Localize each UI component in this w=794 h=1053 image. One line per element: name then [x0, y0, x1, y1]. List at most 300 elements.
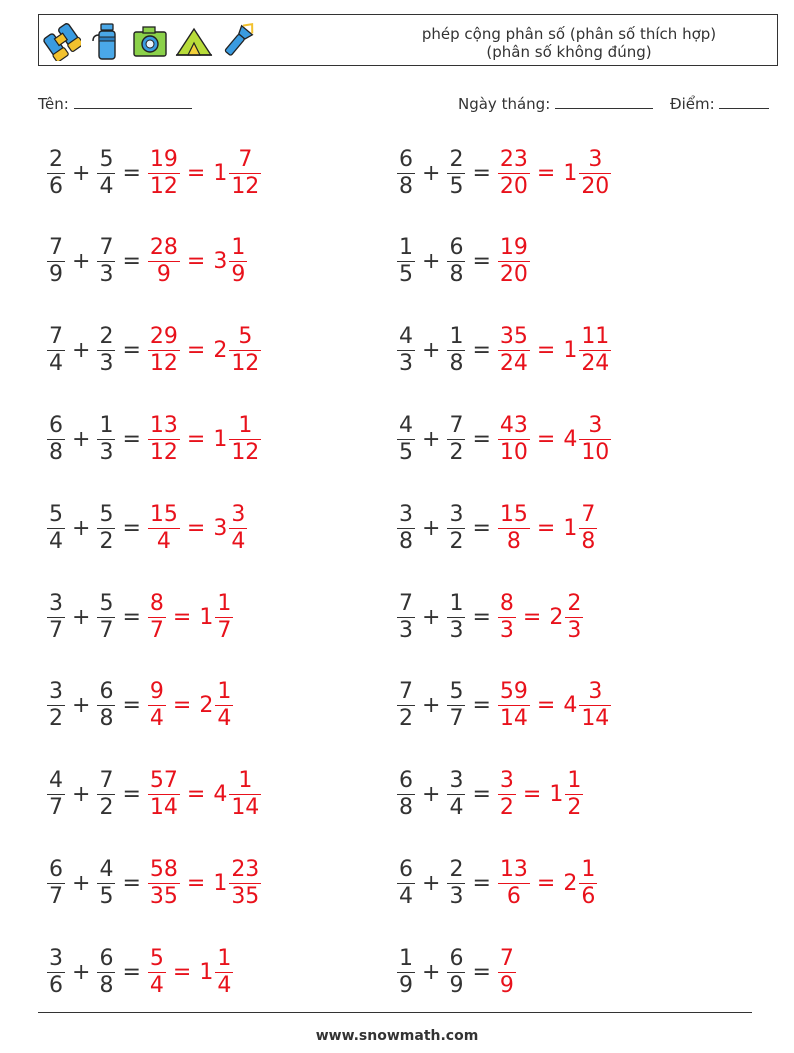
header-icons — [43, 21, 257, 61]
numerator: 3 — [231, 501, 246, 527]
answer-improper — [498, 147, 530, 200]
addend-2 — [97, 857, 115, 910]
denominator: 24 — [581, 351, 610, 377]
answer-whole: 3 — [213, 515, 228, 541]
denominator: 6 — [506, 883, 521, 909]
addend-1 — [47, 591, 65, 644]
numerator: 7 — [238, 146, 253, 172]
denominator: 7 — [49, 795, 63, 821]
numerator: 3 — [588, 679, 603, 705]
addend-2 — [97, 768, 115, 821]
plus-sign: + — [422, 870, 441, 896]
numerator: 28 — [149, 235, 178, 261]
problem-12 — [396, 587, 584, 647]
denominator: 5 — [399, 439, 413, 465]
numerator: 1 — [238, 412, 253, 438]
footer-url: www.snowmath.com — [315, 1028, 479, 1044]
numerator: 8 — [499, 590, 514, 616]
plus-sign: + — [72, 426, 91, 452]
plus-sign: + — [422, 160, 441, 186]
answer-whole: 1 — [213, 160, 228, 186]
equals-sign: = — [122, 959, 141, 985]
addend-1 — [47, 147, 65, 200]
answer-improper — [148, 679, 166, 732]
numerator: 1 — [238, 768, 253, 794]
equals-sign: = — [186, 160, 206, 186]
numerator: 3 — [49, 590, 63, 616]
addend-2 — [447, 147, 465, 200]
denominator: 12 — [231, 173, 260, 199]
equals-sign: = — [122, 604, 141, 630]
numerator: 8 — [149, 590, 164, 616]
denominator: 14 — [581, 706, 610, 732]
denominator: 8 — [99, 972, 114, 998]
numerator: 5 — [99, 590, 114, 616]
denominator: 20 — [581, 173, 610, 199]
denominator: 7 — [99, 617, 114, 643]
answer-improper — [148, 768, 180, 821]
denominator: 8 — [399, 795, 413, 821]
denominator: 4 — [217, 706, 232, 732]
numerator: 43 — [499, 412, 528, 438]
denominator: 4 — [49, 528, 63, 554]
addend-1 — [397, 235, 415, 288]
denominator: 2 — [499, 795, 514, 821]
denominator: 7 — [217, 617, 232, 643]
numerator: 3 — [49, 679, 63, 705]
numerator: 23 — [231, 856, 260, 882]
denominator: 8 — [399, 173, 413, 199]
answer-whole: 4 — [213, 782, 228, 808]
worksheet-header — [38, 14, 778, 66]
numerator: 5 — [99, 146, 114, 172]
addend-2 — [97, 235, 115, 288]
denominator: 9 — [499, 972, 514, 998]
answer-whole: 1 — [199, 604, 214, 630]
numerator: 3 — [399, 501, 413, 527]
denominator: 3 — [499, 617, 514, 643]
answer-whole: 1 — [199, 959, 214, 985]
addend-1 — [397, 857, 415, 910]
problem-6 — [396, 321, 612, 381]
numerator: 7 — [581, 501, 596, 527]
addend-1 — [397, 679, 415, 732]
answer-improper — [148, 413, 180, 466]
numerator: 1 — [581, 856, 596, 882]
equals-sign: = — [536, 160, 556, 186]
numerator: 6 — [49, 856, 63, 882]
denominator: 3 — [449, 883, 464, 909]
numerator: 4 — [399, 324, 413, 350]
equals-sign: = — [472, 959, 491, 985]
denominator: 5 — [399, 262, 413, 288]
problem-16 — [396, 765, 584, 825]
numerator: 19 — [499, 235, 528, 261]
answer-improper — [148, 946, 166, 999]
denominator: 8 — [581, 528, 596, 554]
denominator: 10 — [499, 439, 528, 465]
equals-sign: = — [186, 515, 206, 541]
numerator: 7 — [499, 945, 514, 971]
denominator: 8 — [449, 262, 464, 288]
addend-2 — [97, 591, 115, 644]
denominator: 4 — [149, 972, 164, 998]
score-label: Điểm: — [670, 95, 715, 113]
answer-whole: 2 — [199, 693, 214, 719]
numerator: 7 — [399, 590, 413, 616]
numerator: 1 — [217, 945, 232, 971]
denominator: 5 — [99, 883, 114, 909]
equals-sign: = — [122, 693, 141, 719]
answer-improper — [148, 235, 180, 288]
equals-sign: = — [472, 782, 491, 808]
denominator: 2 — [399, 706, 413, 732]
name-label: Tên: — [38, 95, 69, 113]
numerator: 5 — [238, 324, 253, 350]
denominator: 3 — [399, 617, 413, 643]
numerator: 1 — [399, 235, 413, 261]
plus-sign: + — [422, 782, 441, 808]
denominator: 20 — [499, 173, 528, 199]
numerator: 7 — [99, 768, 114, 794]
denominator: 35 — [231, 883, 260, 909]
denominator: 6 — [581, 883, 596, 909]
addend-2 — [447, 324, 465, 377]
denominator: 14 — [499, 706, 528, 732]
problem-20 — [396, 942, 517, 1002]
numerator: 6 — [99, 945, 114, 971]
plus-sign: + — [422, 249, 441, 275]
answer-improper — [148, 857, 180, 910]
answer-mixed-fraction — [579, 147, 611, 200]
numerator: 3 — [49, 945, 63, 971]
binoculars-icon — [43, 21, 81, 61]
denominator: 9 — [449, 972, 464, 998]
numerator: 5 — [49, 501, 63, 527]
addend-2 — [447, 235, 465, 288]
addend-2 — [447, 591, 465, 644]
plus-sign: + — [422, 338, 441, 364]
plus-sign: + — [422, 426, 441, 452]
denominator: 2 — [567, 795, 582, 821]
problem-18 — [396, 853, 598, 913]
addend-1 — [47, 502, 65, 555]
problem-1 — [46, 143, 262, 203]
denominator: 7 — [49, 883, 63, 909]
numerator: 5 — [149, 945, 164, 971]
answer-improper — [498, 591, 516, 644]
denominator: 4 — [49, 351, 63, 377]
date-blank[interactable] — [555, 93, 653, 109]
numerator: 2 — [449, 856, 464, 882]
thermos-icon — [87, 21, 125, 61]
addend-2 — [447, 679, 465, 732]
addend-1 — [47, 679, 65, 732]
answer-improper — [148, 502, 180, 555]
equals-sign: = — [172, 693, 192, 719]
denominator: 4 — [217, 972, 232, 998]
answer-whole: 1 — [213, 870, 228, 896]
answer-mixed-fraction — [229, 147, 261, 200]
addend-1 — [397, 413, 415, 466]
answer-improper — [498, 235, 530, 288]
answer-whole: 1 — [563, 338, 578, 364]
equals-sign: = — [472, 870, 491, 896]
denominator: 5 — [449, 173, 464, 199]
equals-sign: = — [472, 160, 491, 186]
numerator: 4 — [99, 856, 114, 882]
answer-mixed-fraction — [215, 591, 233, 644]
numerator: 1 — [99, 412, 114, 438]
answer-whole: 2 — [563, 870, 578, 896]
numerator: 4 — [49, 768, 63, 794]
numerator: 7 — [49, 324, 63, 350]
problem-13 — [46, 676, 234, 736]
answer-mixed-fraction — [565, 768, 583, 821]
equals-sign: = — [522, 782, 542, 808]
answer-mixed-fraction — [579, 857, 597, 910]
denominator: 12 — [149, 439, 178, 465]
addend-1 — [47, 857, 65, 910]
denominator: 2 — [99, 795, 114, 821]
answer-whole: 4 — [563, 426, 578, 452]
numerator: 15 — [149, 501, 178, 527]
worksheet-title — [369, 25, 769, 61]
addend-1 — [397, 147, 415, 200]
addend-1 — [47, 235, 65, 288]
denominator: 7 — [49, 617, 63, 643]
answer-improper — [148, 591, 166, 644]
answer-mixed-fraction — [229, 857, 261, 910]
numerator: 1 — [567, 768, 582, 794]
answer-improper — [498, 502, 530, 555]
denominator: 8 — [99, 706, 114, 732]
numerator: 3 — [588, 412, 603, 438]
addend-2 — [97, 413, 115, 466]
denominator: 7 — [149, 617, 164, 643]
numerator: 11 — [581, 324, 610, 350]
equals-sign: = — [522, 604, 542, 630]
equals-sign: = — [536, 693, 556, 719]
denominator: 3 — [99, 351, 114, 377]
equals-sign: = — [472, 693, 491, 719]
equals-sign: = — [536, 338, 556, 364]
numerator: 7 — [99, 235, 114, 261]
denominator: 3 — [99, 262, 114, 288]
denominator: 4 — [149, 706, 164, 732]
answer-whole: 1 — [563, 160, 578, 186]
date-label: Ngày tháng: — [458, 95, 551, 113]
denominator: 12 — [149, 173, 178, 199]
answer-whole: 1 — [563, 515, 578, 541]
numerator: 3 — [588, 146, 603, 172]
numerator: 19 — [149, 146, 178, 172]
plus-sign: + — [72, 338, 91, 364]
addend-1 — [47, 768, 65, 821]
addend-2 — [447, 857, 465, 910]
answer-improper — [148, 147, 180, 200]
numerator: 57 — [149, 768, 178, 794]
denominator: 9 — [49, 262, 63, 288]
equals-sign: = — [472, 604, 491, 630]
numerator: 5 — [99, 501, 114, 527]
answer-mixed-fraction — [579, 324, 611, 377]
equals-sign: = — [186, 249, 206, 275]
name-blank[interactable] — [74, 93, 192, 109]
numerator: 6 — [399, 146, 413, 172]
answer-mixed-fraction — [229, 768, 261, 821]
plus-sign: + — [72, 604, 91, 630]
denominator: 8 — [449, 351, 464, 377]
equals-sign: = — [122, 249, 141, 275]
addend-1 — [47, 946, 65, 999]
answer-mixed-fraction — [229, 413, 261, 466]
denominator: 3 — [99, 439, 114, 465]
numerator: 2 — [449, 146, 464, 172]
equals-sign: = — [122, 870, 141, 896]
addend-1 — [47, 324, 65, 377]
numerator: 6 — [49, 412, 63, 438]
addend-2 — [97, 679, 115, 732]
equals-sign: = — [472, 515, 491, 541]
equals-sign: = — [172, 959, 192, 985]
score-field — [670, 93, 769, 113]
answer-mixed-fraction — [215, 679, 233, 732]
problem-2 — [396, 143, 612, 203]
numerator: 23 — [499, 146, 528, 172]
equals-sign: = — [472, 338, 491, 364]
score-blank[interactable] — [719, 93, 769, 109]
equals-sign: = — [122, 160, 141, 186]
denominator: 8 — [506, 528, 521, 554]
numerator: 35 — [499, 324, 528, 350]
equals-sign: = — [172, 604, 192, 630]
denominator: 14 — [231, 795, 260, 821]
numerator: 6 — [449, 945, 464, 971]
denominator: 2 — [449, 528, 464, 554]
addend-2 — [97, 147, 115, 200]
numerator: 1 — [449, 590, 464, 616]
denominator: 4 — [156, 528, 171, 554]
numerator: 2 — [49, 146, 63, 172]
denominator: 2 — [49, 706, 63, 732]
equals-sign: = — [472, 249, 491, 275]
numerator: 13 — [499, 856, 528, 882]
denominator: 9 — [399, 972, 413, 998]
denominator: 20 — [499, 262, 528, 288]
numerator: 6 — [99, 679, 114, 705]
denominator: 4 — [399, 883, 413, 909]
numerator: 1 — [231, 235, 246, 261]
numerator: 58 — [149, 856, 178, 882]
problem-4 — [396, 232, 531, 292]
answer-mixed-fraction — [215, 946, 233, 999]
plus-sign: + — [72, 515, 91, 541]
numerator: 7 — [449, 412, 464, 438]
answer-mixed-fraction — [579, 679, 611, 732]
denominator: 4 — [231, 528, 246, 554]
equals-sign: = — [186, 338, 206, 364]
denominator: 6 — [49, 972, 63, 998]
numerator: 3 — [449, 501, 464, 527]
plus-sign: + — [72, 249, 91, 275]
addend-1 — [397, 946, 415, 999]
equals-sign: = — [186, 870, 206, 896]
title-line-1: phép cộng phân số (phân số thích hợp) — [421, 25, 717, 43]
addend-2 — [447, 946, 465, 999]
numerator: 13 — [149, 412, 178, 438]
equals-sign: = — [122, 426, 141, 452]
numerator: 3 — [449, 768, 464, 794]
denominator: 8 — [49, 439, 63, 465]
addend-2 — [447, 502, 465, 555]
addend-1 — [397, 768, 415, 821]
addend-2 — [97, 502, 115, 555]
flashlight-icon — [219, 21, 257, 61]
problem-11 — [46, 587, 234, 647]
answer-mixed-fraction — [579, 413, 611, 466]
camera-icon — [131, 21, 169, 61]
numerator: 6 — [399, 768, 413, 794]
plus-sign: + — [422, 515, 441, 541]
denominator: 3 — [399, 351, 413, 377]
problem-19 — [46, 942, 234, 1002]
numerator: 7 — [49, 235, 63, 261]
problem-3 — [46, 232, 248, 292]
problem-10 — [396, 498, 598, 558]
numerator: 2 — [99, 324, 114, 350]
numerator: 15 — [499, 501, 528, 527]
denominator: 7 — [449, 706, 464, 732]
denominator: 24 — [499, 351, 528, 377]
denominator: 4 — [99, 173, 114, 199]
answer-whole: 1 — [213, 426, 228, 452]
tent-icon — [175, 21, 213, 61]
answer-whole: 4 — [563, 693, 578, 719]
answer-mixed-fraction — [565, 591, 583, 644]
addend-1 — [397, 502, 415, 555]
answer-whole: 1 — [549, 782, 564, 808]
answer-mixed-fraction — [579, 502, 597, 555]
numerator: 29 — [149, 324, 178, 350]
footer-divider — [38, 1012, 752, 1013]
answer-whole: 2 — [549, 604, 564, 630]
equals-sign: = — [536, 426, 556, 452]
addend-2 — [447, 413, 465, 466]
numerator: 9 — [149, 679, 164, 705]
problem-8 — [396, 409, 612, 469]
denominator: 2 — [99, 528, 114, 554]
date-field — [458, 93, 653, 113]
denominator: 12 — [149, 351, 178, 377]
numerator: 1 — [217, 679, 232, 705]
numerator: 2 — [567, 590, 582, 616]
plus-sign: + — [422, 693, 441, 719]
numerator: 5 — [449, 679, 464, 705]
numerator: 1 — [399, 945, 413, 971]
denominator: 8 — [399, 528, 413, 554]
numerator: 4 — [399, 412, 413, 438]
plus-sign: + — [72, 870, 91, 896]
numerator: 7 — [399, 679, 413, 705]
numerator: 59 — [499, 679, 528, 705]
plus-sign: + — [422, 959, 441, 985]
problem-7 — [46, 409, 262, 469]
denominator: 3 — [449, 617, 464, 643]
denominator: 2 — [449, 439, 464, 465]
addend-2 — [97, 324, 115, 377]
numerator: 6 — [399, 856, 413, 882]
